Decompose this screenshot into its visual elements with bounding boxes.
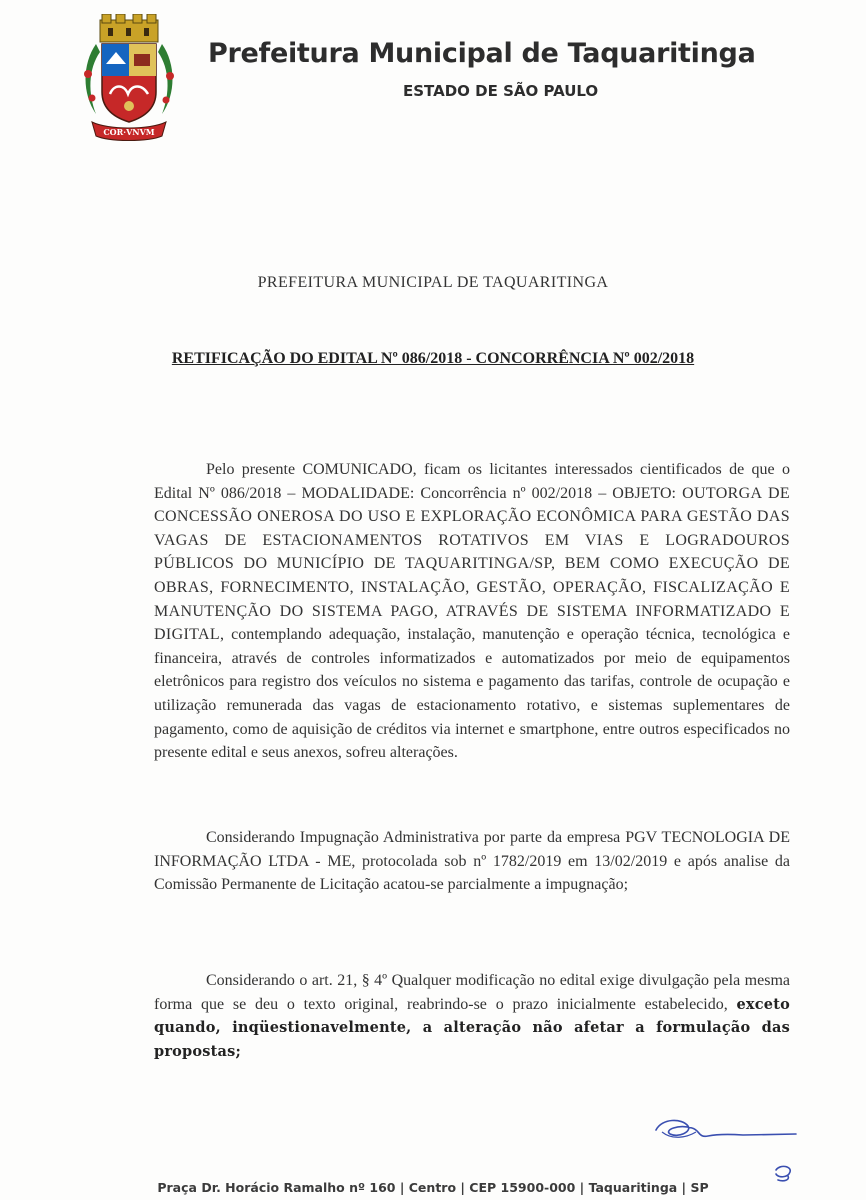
paragraph-communique-object: OUTORGA DE CONCESSÃO ONEROSA DO USO E EXPLORAÇÃO ECONÔMICA PARA GESTÃO DAS VAGAS DE ESTACIONAMENTOS ROTATIVOS EM VIAS E LOGRADOUROS PÚBLICOS DO MUNICÍPIO DE TAQUARITINGA/SP, BEM COMO EXECUÇÃO DE OBRAS, FORNECIMENTO, INSTALAÇÃO, GESTÃO, OPERAÇÃO, FISCALIZAÇÃO E MANUTENÇÃO DO SISTEMA PAGO, ATRAVÉS DE SISTEMA INFORMATIZADO E DIGITAL bbox=[154, 484, 791, 644]
document-heading: PREFEITURA MUNICIPAL DE TAQUARITINGA bbox=[257, 274, 609, 291]
paragraph-article-emphasis: exceto quando, inqüestionavelmente, a alteração não afetar a formulação das propostas; bbox=[154, 995, 790, 1060]
paragraph-communique-end: , contemplando adequação, instalação, manutenção e operação técnica, tecnológica e financeira, através de controles informatizados e automatizados por meio de equipamentos eletrônicos para registro dos veículos no sistema e pagamento das tarifas, controle de ocupação e utilização remunerada das vagas de estacionamento rotativo, e sistemas suplementares de pagamento, como de aquisição de créditos via internet e smartphone, entre outros especificados no presente edital e seus anexos, sofreu alterações. bbox=[154, 626, 790, 762]
svg-text:COR·VNVM: COR·VNVM bbox=[103, 127, 155, 137]
document-title: RETIFICAÇÃO DO EDITAL Nº 086/2018 - CONCORRÊNCIA Nº 002/2018 bbox=[171, 350, 695, 367]
coat-of-arms-icon bbox=[78, 14, 180, 142]
paragraph-article bbox=[154, 969, 790, 1063]
header-title: Prefeitura Municipal de Taquaritinga bbox=[208, 38, 756, 69]
paragraph-communique bbox=[154, 458, 790, 765]
paragraph-impugnation-text: Considerando Impugnação Administrativa por parte da empresa PGV TECNOLOGIA DE INFORMAÇÃO LTDA - ME, protocolada sob nº 1782/2019 em 13/02/2019 e após analise da Comissão Permanente de Licitação acatou-se parcialmente a impugnação; bbox=[154, 829, 790, 894]
paragraph-communique-start: Pelo presente COMUNICADO, ficam os licitantes interessados cientificados de que o Edital Nº 086/2018 – MODALIDADE: Concorrência nº 002/2018 – OBJETO: bbox=[154, 461, 790, 502]
footer-address: Praça Dr. Horácio Ramalho nº 160 | Centro | CEP 15900-000 | Taquaritinga | SP bbox=[157, 1180, 709, 1195]
header-subtitle: ESTADO DE SÃO PAULO bbox=[403, 82, 599, 100]
paragraph-impugnation bbox=[154, 826, 790, 897]
signature-icon bbox=[648, 1112, 798, 1146]
paragraph-article-text: Considerando o art. 21, § 4º Qualquer modificação no edital exige divulgação pela mesma forma que se deu o texto original, reabrindo-se o prazo inicialmente estabelecido, bbox=[154, 972, 790, 1013]
